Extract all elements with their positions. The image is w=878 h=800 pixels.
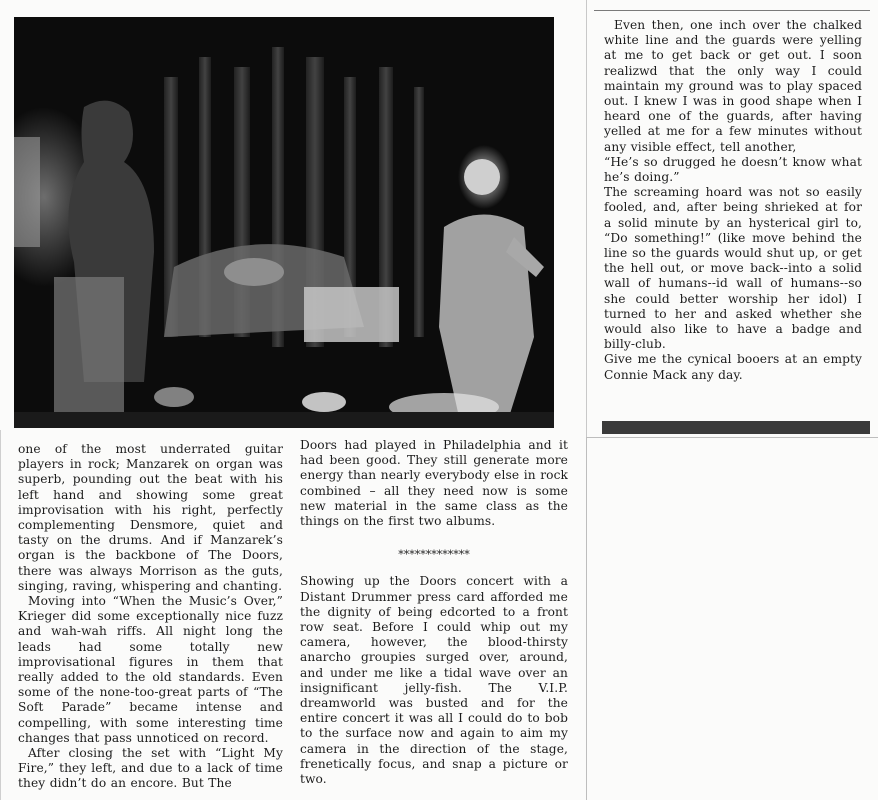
concert-photo [14,17,554,428]
middle-article-column [300,438,568,787]
middle-paragraph-intro: Doors had played in Philadelphia and it had been good. They still generate more energy than nearly everybody else in rock combined – all they need now is some new material in the same class as the things on the first two albums. [300,438,568,529]
left-page-edge [0,430,1,800]
left-paragraph-3: After closing the set with “Light My Fire,” they left, and due to a lack of time they didn’t do an encore. But The [18,746,283,791]
section-separator: ************* [398,548,470,562]
right-box-bottom-border [586,437,878,438]
right-article-column [604,18,862,383]
right-paragraph-1: Even then, one inch over the chalked white line and the guards were yelling at me to get back or get out. I soon realizwd that the only way I could maintain my ground was to play spaced out. I knew I was in good shape when I heard one of the guards, after having yelled at me for a few minutes without any visible effect, tell another, [604,18,862,154]
left-paragraph-2: Moving into “When the Music’s Over,” Krieger did some exceptionally nice fuzz and wah-wah riffs. All night long the leads had some totally new improvisational figures in them that really added to the old standards. Even some of the none-too-great parts of “The Soft Parade” became intense and compelling, with some interesting time changes that pass unnoticed on record. [18,594,283,745]
left-article-column [18,442,283,792]
right-paragraph-2: “He’s so drugged he doesn’t know what he’s doing.” [604,154,862,185]
middle-paragraph-section: Showing up the Doors concert with a Distant Drummer press card afforded me the dignity of being edcorted to a front row seat. Before I could whip out my camera, however, the blood-thirsty anarcho groupies surged over, around, and under me like a tidal wave over an insignificant jelly-fish. The V.I.P. dreamworld was busted and for the entire concert it was all I could do to bob to the surface now and again to aim my camera in the direction of the stage, frenetically focus, and snap a picture or two. [300,574,568,787]
right-paragraph-4: Give me the cynical booers at an empty Connie Mack any day. [604,352,862,382]
right-paragraph-3: The screaming hoard was not so easily fooled, and, after being shrieked at for a solid minute by an hysterical girl to, “Do something!” (like move behind the line so the guards would shut up, or get the hell out, or move back--into a solid wall of humans--id wall of humans--so she could better worship her idol) I turned to her and asked whether she would also like to have a badge and billy-club. [604,185,862,352]
concert-photo-image [14,17,554,428]
column-end-rule [602,421,870,434]
column-top-rule [594,10,870,11]
right-column-frame [586,0,587,438]
lower-right-box-border [586,437,587,800]
left-paragraph-1: one of the most underrated guitar players in rock; Manzarek on organ was superb, pounding out the beat with his left hand and showing some great improvisation with his right, perfectly complementing Densmore, quiet and tasty on the drums. And if Manzarek’s organ is the backbone of The Doors, there was always Morrison as the guts, singing, raving, whispering and chanting. [18,442,283,593]
